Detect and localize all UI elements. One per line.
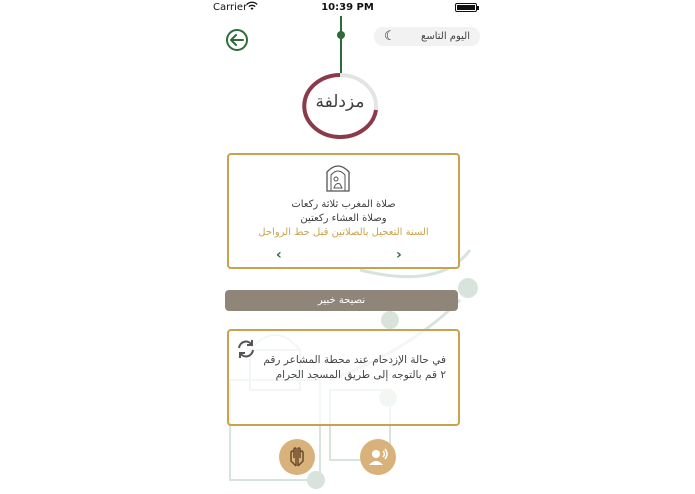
speaker-person-icon [366, 445, 390, 469]
expert-advice-label: نصيحة خبير [317, 295, 366, 306]
notice-line-2: ٢ قم بالتوجه إلى طريق المسجد الحرام [275, 369, 446, 381]
day-selector[interactable] [374, 27, 480, 46]
crescent-moon-icon: ☾ [384, 29, 396, 44]
next-info-button[interactable]: › [396, 247, 402, 263]
previous-info-button[interactable]: ‹ [276, 247, 282, 263]
info-line-maghrib: صلاة المغرب ثلاثة ركعات [291, 199, 396, 210]
station-connector [337, 16, 345, 76]
day-label: اليوم التاسع [421, 31, 470, 42]
mosque-icon [325, 162, 351, 192]
arrow-left-icon [230, 34, 244, 46]
crowd-notice-card [227, 329, 460, 426]
info-line-isha: وصلاة العشاء ركعتين [300, 213, 387, 224]
back-button[interactable] [226, 29, 248, 51]
clock: 10:39 PM [321, 2, 374, 13]
praying-hands-icon [285, 445, 309, 469]
expert-advice-button[interactable] [225, 290, 458, 311]
audio-guide-button[interactable] [360, 439, 396, 475]
notice-text [251, 353, 446, 383]
status-bar [0, 0, 695, 16]
dua-button[interactable] [279, 439, 315, 475]
station-name: مزدلفة [315, 92, 365, 112]
info-line-sunnah: السنة التعجيل بالصلاتين قبل حط الرواحل [258, 227, 429, 238]
battery-icon [455, 3, 477, 12]
carrier-label: Carrier [213, 2, 248, 13]
ritual-info-card [227, 153, 460, 269]
notice-line-1: في حالة الإزدحام عند محطة المشاعر رقم [263, 354, 446, 366]
